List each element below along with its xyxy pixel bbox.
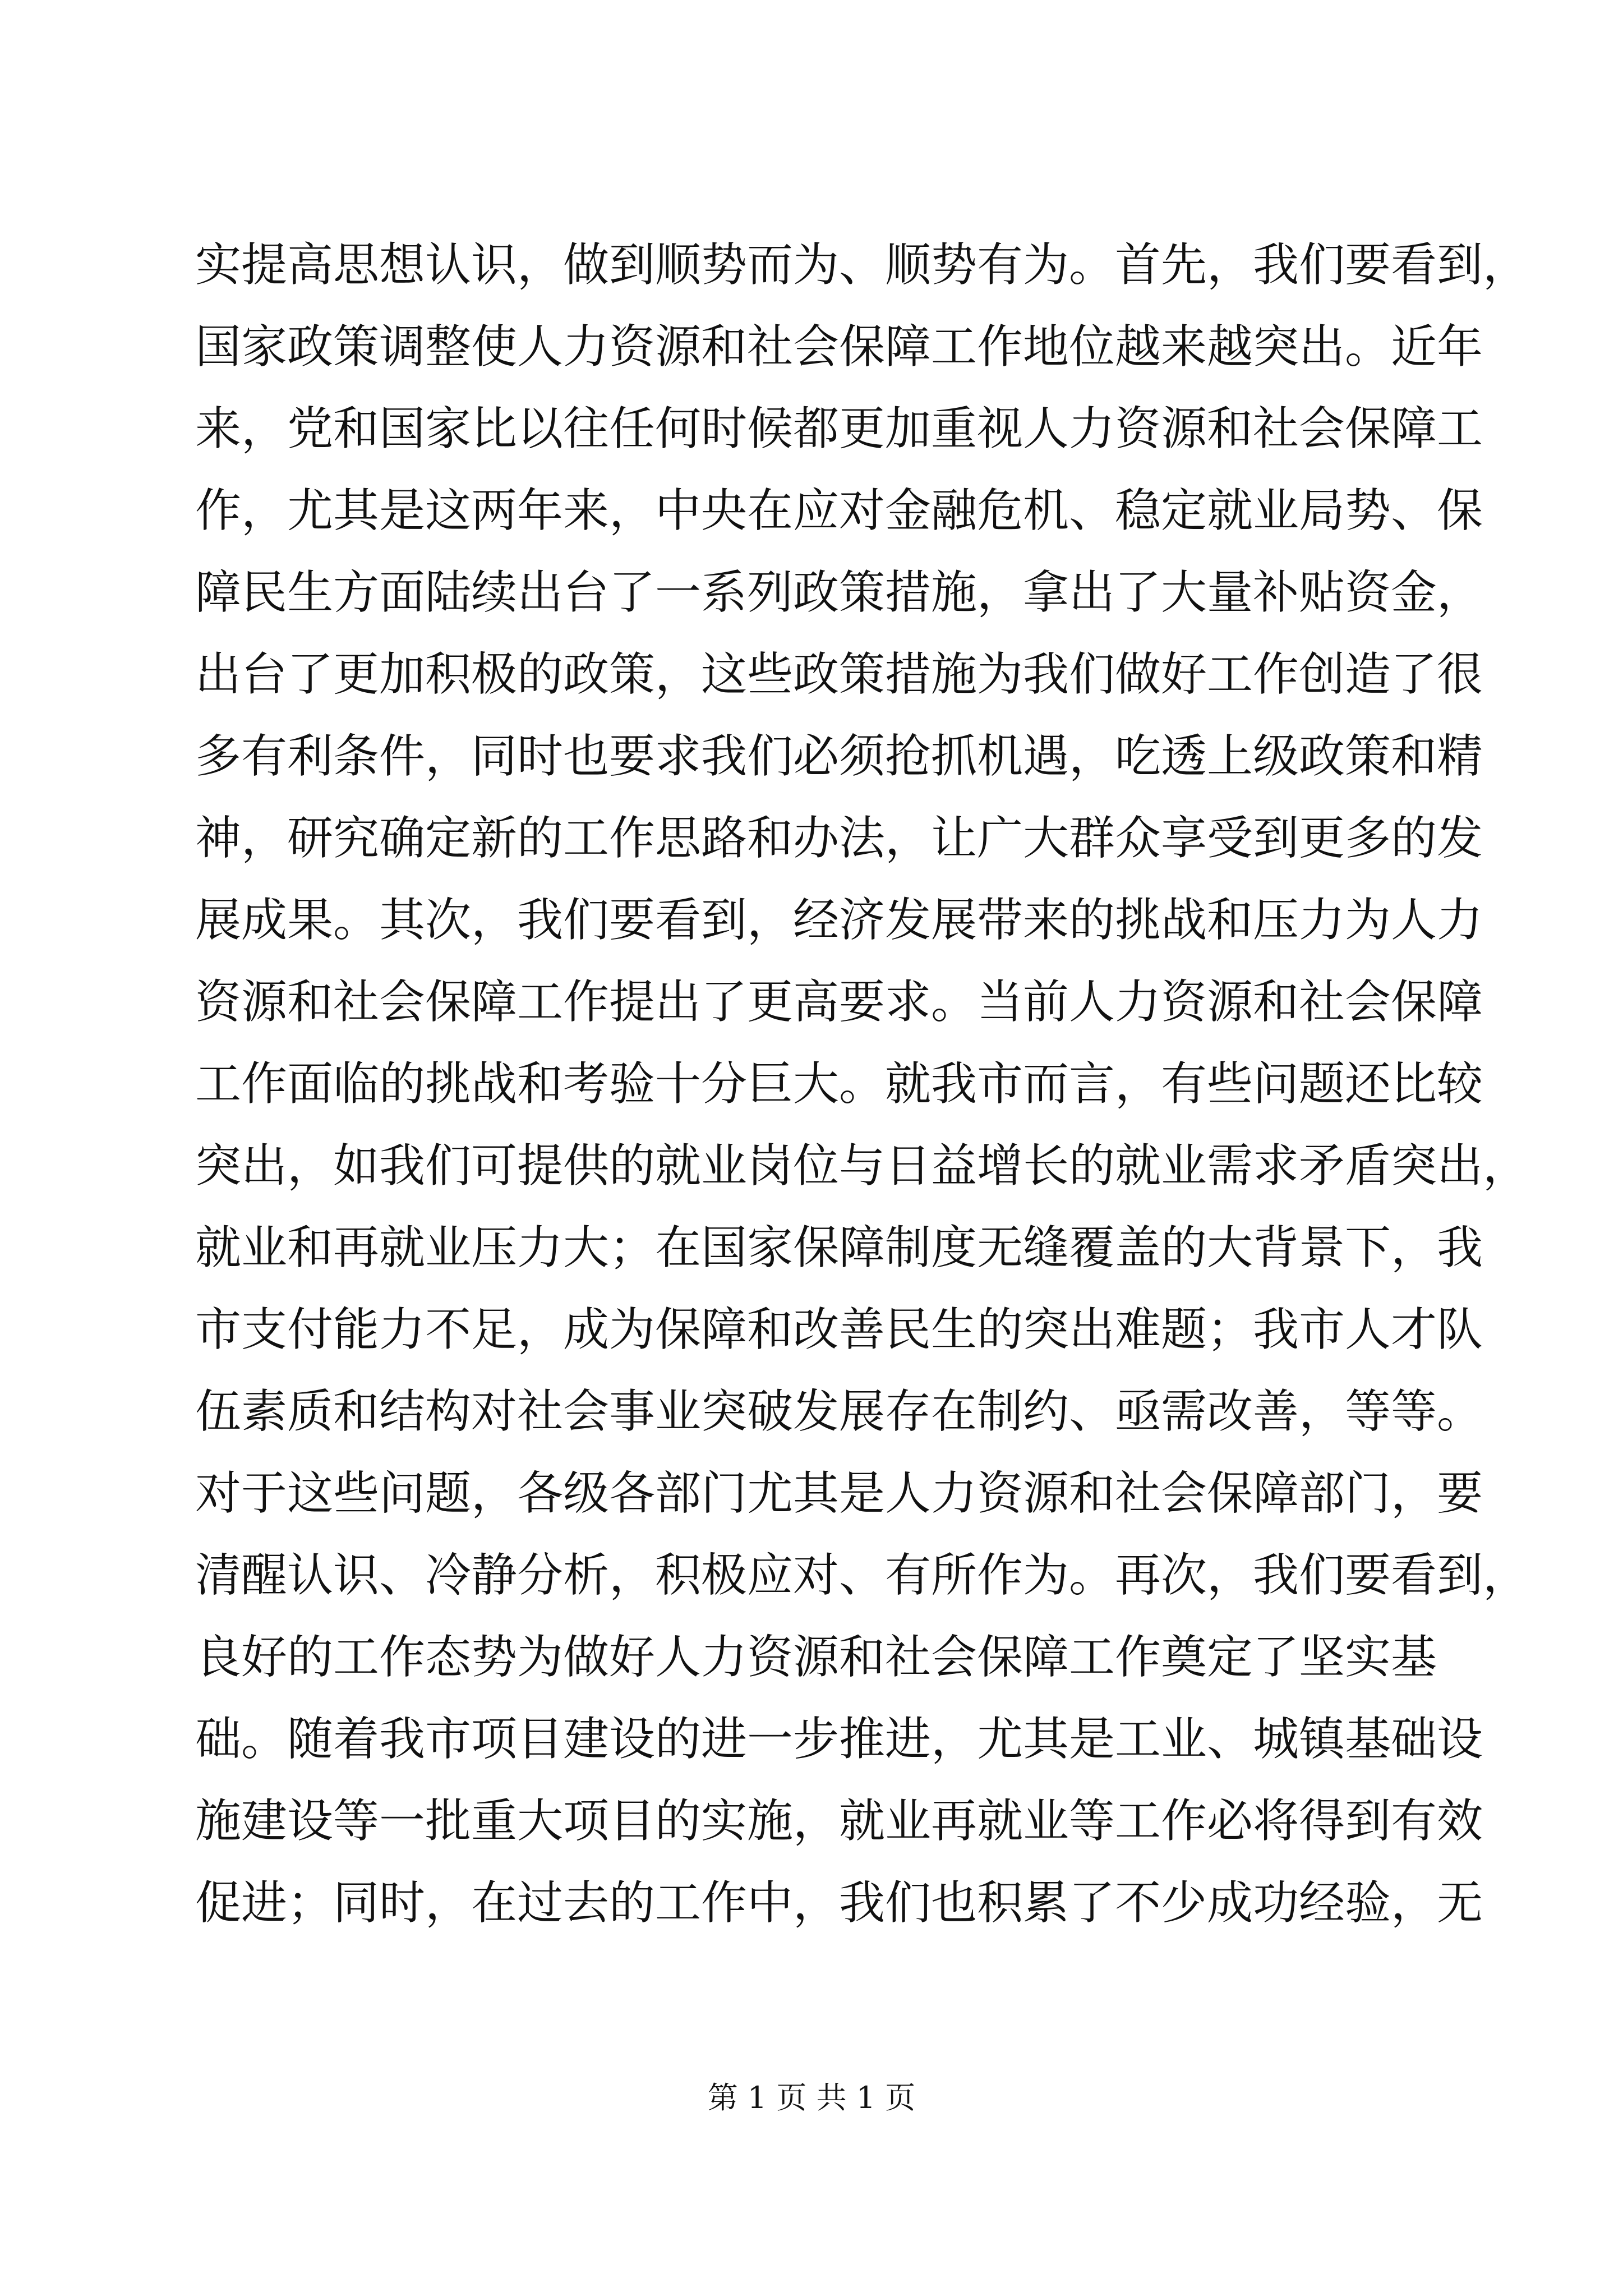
page-footer: 第 1 页 共 1 页 bbox=[707, 2080, 916, 2115]
text-line: 良好的工作态势为做好人力资源和社会保障工作奠定了坚实基 bbox=[195, 1631, 1437, 1684]
text-line: 障民生方面陆续出台了一系列政策措施，拿出了大量补贴资金， bbox=[195, 566, 1483, 619]
text-line: 对于这些问题，各级各部门尤其是人力资源和社会保障部门，要 bbox=[195, 1467, 1483, 1520]
text-line: 促进；同时，在过去的工作中，我们也积累了不少成功经验，无 bbox=[195, 1876, 1483, 1930]
text-line: 神，研究确定新的工作思路和办法，让广大群众享受到更多的发 bbox=[195, 812, 1483, 865]
text-line: 国家政策调整使人力资源和社会保障工作地位越来越突出。近年 bbox=[195, 320, 1483, 374]
text-line: 就业和再就业压力大；在国家保障制度无缝覆盖的大背景下，我 bbox=[195, 1221, 1483, 1274]
text-line: 伍素质和结构对社会事业突破发展存在制约、亟需改善，等等。 bbox=[195, 1385, 1483, 1438]
text-line: 资源和社会保障工作提出了更高要求。当前人力资源和社会保障 bbox=[195, 976, 1483, 1029]
text-line: 来，党和国家比以往任何时候都更加重视人力资源和社会保障工 bbox=[195, 402, 1483, 455]
text-line: 清醒认识、冷静分析，积极应对、有所作为。再次，我们要看到， bbox=[195, 1549, 1529, 1602]
text-line: 展成果。其次，我们要看到，经济发展带来的挑战和压力为人力 bbox=[195, 894, 1483, 947]
text-line: 础。随着我市项目建设的进一步推进，尤其是工业、城镇基础设 bbox=[195, 1713, 1483, 1766]
text-line: 多有利条件，同时也要求我们必须抢抓机遇，吃透上级政策和精 bbox=[195, 730, 1483, 783]
text-line: 突出，如我们可提供的就业岗位与日益增长的就业需求矛盾突出， bbox=[195, 1139, 1529, 1193]
text-line: 出台了更加积极的政策，这些政策措施为我们做好工作创造了很 bbox=[195, 648, 1483, 701]
text-line: 施建设等一批重大项目的实施，就业再就业等工作必将得到有效 bbox=[195, 1795, 1483, 1848]
text-line: 作，尤其是这两年来，中央在应对金融危机、稳定就业局势、保 bbox=[195, 484, 1483, 537]
text-line: 市支付能力不足，成为保障和改善民生的突出难题；我市人才队 bbox=[195, 1303, 1483, 1356]
text-line: 工作面临的挑战和考验十分巨大。就我市而言，有些问题还比较 bbox=[195, 1057, 1483, 1111]
text-line: 实提高思想认识，做到顺势而为、顺势有为。首先，我们要看到， bbox=[195, 238, 1529, 292]
body-paragraph bbox=[195, 224, 1529, 1944]
